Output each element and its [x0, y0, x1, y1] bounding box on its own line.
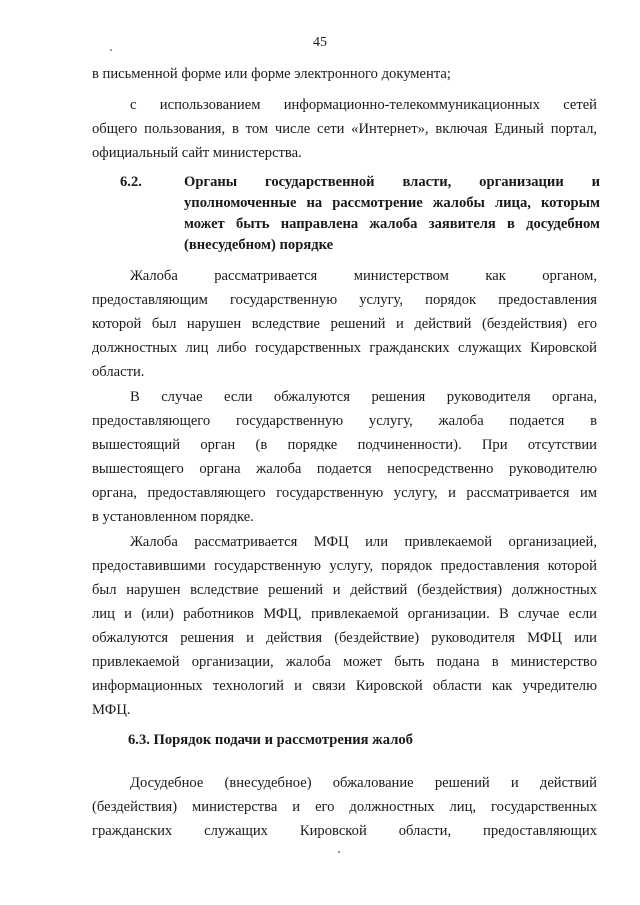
- p2-line: предоставляющего государственную услугу, жалоба подается в: [92, 413, 597, 429]
- p2-line: в установленном порядке.: [92, 509, 254, 525]
- p3-line: предоставившими государственную услугу, порядок предоставления которой: [92, 558, 597, 574]
- p4-line: Досудебное (внесудебное) обжалование решений и действий: [130, 775, 597, 791]
- p3-line: Жалоба рассматривается МФЦ или привлекаемой организацией,: [130, 534, 597, 550]
- intro-line-1: в письменной форме или форме электронного документа;: [92, 66, 451, 82]
- section-6-3-heading: 6.3. Порядок подачи и рассмотрения жалоб: [128, 732, 413, 748]
- p3-line: обжалуются решения и действия (бездействие) руководителя МФЦ или: [92, 630, 597, 646]
- p2-line: вышестоящего органа жалоба подается непосредственно руководителю: [92, 461, 597, 477]
- p2-line: В случае если обжалуются решения руководителя органа,: [130, 389, 597, 405]
- section-6-2-title: Органы государственной власти, организации и уполномоченные на рассмотрение жалобы лица, которым может быть направлена жалоба заявителя в досудебном (внесудебном) порядке: [184, 174, 600, 253]
- intro-line-4: официальный сайт министерства.: [92, 145, 302, 161]
- p4-line: (бездействия) министерства и его должностных лиц, государственных: [92, 799, 597, 815]
- p3-line: был нарушен вследствие решений и действий (бездействия) должностных: [92, 582, 597, 598]
- p2-line: вышестоящий орган (в порядке подчиненности). При отсутствии: [92, 437, 597, 453]
- p1-line: Жалоба рассматривается министерством как органом,: [130, 268, 597, 284]
- intro-line-2: с использованием информационно-телекоммуникационных сетей: [130, 97, 597, 113]
- p3-line: МФЦ.: [92, 702, 131, 718]
- intro-line-3: общего пользования, в том числе сети «Интернет», включая Единый портал,: [92, 121, 597, 137]
- p3-line: информационных технологий и связи Кировской области как учредителю: [92, 678, 597, 694]
- p4-line: гражданских служащих Кировской области, предоставляющих: [92, 823, 597, 839]
- p1-line: которой был нарушен вследствие решений и действий (бездействия) его: [92, 316, 597, 332]
- scan-speck: [338, 851, 340, 853]
- p3-line: лиц и (или) работников МФЦ, привлекаемой организации. В случае если: [92, 606, 597, 622]
- section-6-2-number: 6.2.: [120, 174, 142, 190]
- p1-line: области.: [92, 364, 145, 380]
- section-6-2-heading: [120, 172, 600, 256]
- p1-line: должностных лиц либо государственных гражданских служащих Кировской: [92, 340, 597, 356]
- page-number: 45: [313, 35, 327, 50]
- scan-speck: [110, 49, 112, 51]
- p1-line: предоставляющим государственную услугу, порядок предоставления: [92, 292, 597, 308]
- p2-line: органа, предоставляющего государственную услугу, и рассматривается им: [92, 485, 597, 501]
- p3-line: привлекаемой организации, жалоба может быть подана в министерство: [92, 654, 597, 670]
